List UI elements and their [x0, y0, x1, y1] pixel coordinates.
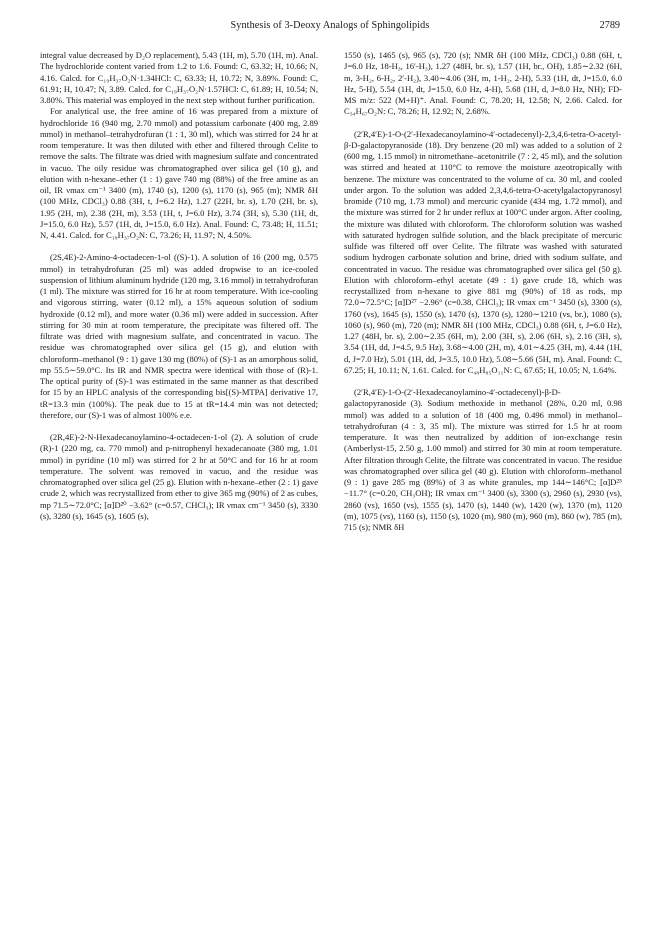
- page-number: 2789: [599, 20, 620, 31]
- paragraph-continuation: integral value decreased by D₂O replacement), 5.43 (1H, m), 5.70 (1H, m). Anal. The hydrochloride content varied from 1.2 to 1.6. Found: C, 63.32; H, 10.66; N, 4.16. Calcd. for C₁₉H₃₇O₂N·1.34HCl: C, 63.33; H, 10.72; N, 3.89%. Found: C, 61.91; H, 10.47; N, 3.89. Calcd. for C₁₉H₃₇O₂N·1.57HCl: C, 61.89; H, 10.54; N, 3.80%. This material was employed in the next step without further purification.: [40, 50, 318, 105]
- page-header: [40, 20, 620, 36]
- paragraph-hexadecanoylamino: (2R,4E)-2-N-Hexadecanoylamino-4-octadecen-1-ol (2). A solution of crude (R)-1 (220 mg, ca. 770 mmol) and p-nitrophenyl hexadecanoate (380 mg, 1.01 mmol) in pyridine (10 ml) was stirred for 2 hr at 50°C and for 16 hr at room temperature. The solvent was removed in vacuo, and the residue was chromatographed over silica gel (25 g). Elution with n-hexane–ether (2 : 1) gave crude 2, which was recrystallized from ether to give 365 mg (90%) of 2 as cubes, mp 71.5∼72.0°C; [α]D²⁰ −3.62° (c=0.57, CHCl₃); IR νmax cm⁻¹ 3450 (s), 3330 (s), 3280 (s), 1645 (s), 1605 (s),: [40, 432, 318, 521]
- paragraph-galactopyranoside: (2′R,4′E)-1-O-(2′-Hexadecanoylamino-4′-octadecenyl)-β-D-galactopyranoside (3). Sodium methoxide in methanol (28%, 0.20 ml, 0.98 mmol) was added to a solution of 18 (400 mg, 0.496 mmol) in methanol–tetrahydrofuran (4 : 3, 35 ml). The mixture was stirred for 1.5 hr at room temperature. It was then neutralized by addition of ion-exchange resin (Amberlyst-15, 2.50 g, 1.00 mmol) and stirred for 30 min at room temperature. After filtration through Celite, the filtrate was concentrated in vacuo. The residue was chromatographed over silica gel (40 g). Elution with chloroform–methanol (9 : 1) gave 285 mg (89%) of 3 as white granules, mp 144∼146°C; [α]D²⁵ −11.7° (c=0.20, CH₃OH); IR νmax cm⁻¹ 3400 (s), 3300 (s), 2960 (s), 2930 (vs), 2860 (vs), 1650 (vs), 1555 (s), 1470 (s), 1440 (w), 1420 (w), 1370 (m), 1120 (m), 1075 (vs), 1160 (s), 1150 (s), 1020 (m), 980 (m), 960 (m), 860 (w), 785 (m), 715 (s); NMR δH: [344, 387, 622, 532]
- paragraph-aminooctadecenol: (2S,4E)-2-Amino-4-octadecen-1-ol ((S)-1). A solution of 16 (200 mg, 0.575 mmol) in tetrahydrofuran (25 ml) was added dropwise to an ice-cooled suspension of lithium aluminum hydride (120 mg, 3.16 mmol) in tetrahydrofuran (1 ml). The mixture was stirred for 16 hr at room temperature. With ice-cooling and vigorous stirring, water (0.12 ml), a 15% aqueous solution of sodium hydroxide (0.12 ml), and more water (0.36 ml) were added in succession. After stirring for 30 min at room temperature, the precipitate was filtered off. The filtrate was dried with magnesium sulfate, and concentrated in vacuo. The residue was chromatographed over silica gel (15 g), and elution with chloroform–methanol (9 : 1) gave 130 mg (80%) of (S)-1 as an amorphous solid, mp 55.5∼59.0°C. Its IR and NMR spectra were identical with those of (R)-1. The optical purity of (S)-1 was estimated in the same manner as that described for 15 by an HPLC analysis of the corresponding bis[(S)-MTPA] derivative 17, tR=13.3 min (100%). The peak due to 15 at tR=14.4 min was not detected; therefore, our (S)-1 was of almost 100% e.e.: [40, 252, 318, 420]
- left-column: [40, 50, 318, 522]
- paragraph-tetraacetyl-galactoside: (2′R,4′E)-1-O-(2′-Hexadecanoylamino-4′-octadecenyl)-2,3,4,6-tetra-O-acetyl-β-D-galactopyranoside (18). Dry benzene (20 ml) was added to a solution of 2 (600 mg, 1.15 mmol) in nitromethane–acetonitrile (7 : 2, 45 ml), and the solution was stirred and heated at 110°C to remove the moisture azeotropically with benzene. The mixture was concentrated to the volume of ca. 30 ml, and cooled under argon. To the solution was added 2,3,4,6-tetra-O-acetylgalactopyranosyl bromide (710 mg, 1.73 mmol) and mercuric cyanide (434 mg, 1.72 mmol), and the mixture was stirred for 2 hr under reflux at 100°C under argon. After cooling, the mixture was diluted with chloroform. The chloroform solution was washed with saturated hydrogen sulfide solution, and the black precipitate of mercuric sulfide was filtered off over Celite. The filtrate was washed with saturated sodium hydrogen carbonate solution and brine, dried with sodium sulfate, and concentrated in vacuo. The residue was chromatographed over silica gel (50 g). Elution with chloroform–ethyl acetate (49 : 1) gave crude 18, which was recrystallized from n-hexane to give 881 mg (90%) of 18 as rods, mp 72.0∼72.5°C; [α]D²⁷ −2.96° (c=0.38, CHCl₃); IR νmax cm⁻¹ 3450 (s), 3300 (s), 1760 (vs), 1645 (s), 1550 (s), 1470 (s), 1370 (s), 1280∼1210 (vs, br.), 1080 (s), 1060 (s), 960 (m), 720 (m); NMR δH (100 MHz, CDCl₃) 0.88 (6H, t, J=6.0 Hz), 1.27 (48H, br. s), 2.00∼2.35 (6H, m), 2.00 (3H, s), 2.06 (6H, s), 2.16 (3H, s), 3.54 (1H, dd, J=4.5, 9.5 Hz), 3.68∼4.00 (2H, m), 4.01∼4.25 (3H, m), 4.44 (1H, d, J=7.0 Hz), 5.01 (1H, dd, J=3.5, 10.0 Hz), 5.08∼5.66 (5H, m). Anal. Found: C, 67.25; H, 10.11; N, 1.61. Calcd. for C₄₈H₈₅O₁₁N: C, 67.65; H, 10.05; N, 1.64%.: [344, 128, 622, 375]
- paragraph-nmr-continuation: 1550 (s), 1465 (s), 965 (s), 720 (s); NMR δH (100 MHz, CDCl₃) 0.88 (6H, t, J=6.0 Hz, 18-H₃, 16′-H₃), 1.27 (48H, br. s), 1.57 (1H, br., OH), 1.85∼2.32 (6H, m, 3-H₂, 6-H₂, 2′-H₂), 3.40∼4.06 (3H, m, 1-H₂, 2-H), 5.33 (1H, dt, J=15.0, 6.0 Hz, 5-H), 5.54 (1H, dt, J=15.0, 6.0 Hz, 4-H), 5.68 (1H, d, J=8.0 Hz, NH); FD-MS m/z: 522 (M+H)⁺. Anal. Found: C, 78.20; H, 12.58; N, 2.66. Calcd. for C₃₄H₆₇O₂N: C, 78.26; H, 12.92; N, 2.68%.: [344, 50, 622, 117]
- right-column: [344, 50, 622, 533]
- running-title: Synthesis of 3-Deoxy Analogs of Sphingolipids: [230, 20, 430, 31]
- paragraph-free-amine: For analytical use, the free amine of 16 was prepared from a mixture of hydrochloride 16 (940 mg, 2.70 mmol) and potassium carbonate (400 mg, 2.89 mmol) in methanol–tetrahydrofuran (1 : 1, 30 ml), which was stirred for 24 hr at room temperature. It was then diluted with ether and filtered through Celite to remove the salts. The filtrate was dried with magnesium sulfate and concentrated in vacuo. The oily residue was chromatographed over silica gel (10 g), and elution with n-hexane–ether (1 : 1) gave 740 mg (88%) of the free amine as an oil, IR νmax cm⁻¹ 3400 (m), 1740 (s), 1200 (s), 1170 (s), 965 (m); NMR δH (100 MHz, CDCl₃) 0.88 (3H, t, J=6.2 Hz), 1.27 (22H, br. s), 1.70 (2H, br. s), 1.95 (2H, m), 2.38 (2H, m), 3.53 (1H, t, J=6.0 Hz), 3.74 (3H, s), 5.30 (1H, dt, J=15.0, 6.0 Hz), 5.57 (1H, dt, J=15.0, 6.0 Hz). Anal. Found: C, 73.48; H, 11.51; N, 4.41. Calcd. for C₁₉H₃₇O₂N: C, 73.26; H, 11.97; N, 4.50%.: [40, 106, 318, 240]
